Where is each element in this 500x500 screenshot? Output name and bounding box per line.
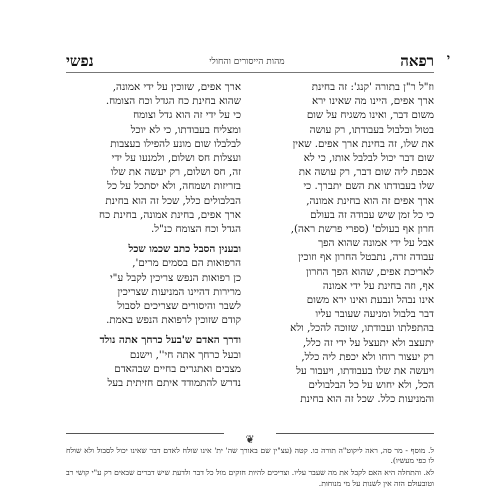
book-title: רפאה xyxy=(400,51,434,70)
text-line: הרפואות הם בסמים מרים', xyxy=(132,257,241,270)
divider-line xyxy=(66,433,224,434)
right-column xyxy=(259,80,434,440)
text-line: ארך אפים, בחינת אמונה, בחינת כח xyxy=(99,208,241,221)
text-line: מצבים ואתגרים בחיים שבהאדם xyxy=(114,362,241,375)
text-line: אינו נבהל ונבעת ואינו ירא משום xyxy=(306,294,434,307)
text-line: משום דבר, ואינו משגיח על שום xyxy=(306,109,434,122)
text-line: כי על ידי זה הוא גדל וצומח xyxy=(133,109,241,122)
footnotes xyxy=(66,446,434,491)
text-line: אבל על ידי אמונה שהוא הפך xyxy=(318,237,434,250)
text-line: לשבר והיסורים שצריכים לסבול xyxy=(117,300,241,313)
text-line: דבר בלבול ומניעה שעובר עליו xyxy=(315,308,434,321)
text-line: אף, וזה בחינת על ידי אמונה xyxy=(322,279,434,292)
left-column xyxy=(66,80,241,440)
text-line: בזריזות ושמחה, ולא יסתכל על כל xyxy=(107,180,241,193)
text-line: נדרש להתמודד איתם חזיתית בעל xyxy=(107,377,241,390)
text-line: את שלו, זה בחינת ארך אפים. שאין xyxy=(292,137,434,150)
parsha-title: נפשי xyxy=(66,51,94,70)
text-line: ודרך האדם ש'בעל כרחך אתה נולד xyxy=(99,334,241,347)
text-line: כן רפואות הנפש צריכין לקבל ע"י xyxy=(109,271,241,284)
text-line: ויעשה את שלו בעבודתו, ויעבור על xyxy=(296,365,434,378)
text-line: אכפת ליה שום דבר, רק עושה את xyxy=(298,166,434,179)
text-line: לבלבלו שום מונע להפילו בעצבות xyxy=(110,137,241,150)
text-line: קודם שזוכין לרפואת הנפש באמת. xyxy=(106,314,241,327)
text-columns xyxy=(66,80,434,440)
text-line: הבלבולים כלל, שכל זה הוא בחינת xyxy=(105,194,241,207)
ornament-icon: ❦ xyxy=(245,433,255,446)
text-line: ובענין הסבל כתב שכמו שכל xyxy=(128,243,241,256)
footnote: לא. והתחלה היא האם לקבל את מה שעבר עליו. וצריכים להיות חזקים מול כל דבר ולדעת שיש דברים שבאים רק ע"י קושי רב וטובעולם הזה אין לשנות על מי מנוחות. xyxy=(66,468,434,488)
text-line: ובעל כרחך אתה חי'', וישנם xyxy=(129,348,241,361)
text-line: הכל, ולא יחוש על כל הבלבולים xyxy=(308,379,434,392)
text-line: עבודה זרה, נתבטל החרון אף וזוכין xyxy=(298,251,434,264)
text-line: בטול ובלבול בעבודתו, רק עושה xyxy=(309,123,434,136)
text-line: וז"ל ר"ן בתורה 'קנג': זה בחינת xyxy=(311,81,434,93)
text-line: והמניעות כלל. שכל זה הוא בחינת xyxy=(300,393,434,406)
text-line: כי כל זמן שיש עבודה זה בעולם xyxy=(310,208,434,221)
text-line: שום דבר יכול לבלבל אותו, כי לא xyxy=(303,152,434,165)
text-line: הגדל וכח הצומח כנ"ל. xyxy=(150,223,241,236)
text-line: שלו בעבודתו את השם יתברך. כי xyxy=(303,180,434,193)
divider-line xyxy=(276,433,434,434)
ornamental-divider xyxy=(66,428,434,446)
footnote: ל. מוסף - מר סה, ראה ליקוט"ה תורה כו. קטה (עצ"ין שם באורך שה' ית' אינו שולח לאדם דבר שאינו יכול לסבול ולא שולח לו כפי מעשיו). xyxy=(66,446,434,466)
chapter-title: מהות הייסורים והחולי xyxy=(209,56,285,67)
page-marker: י xyxy=(446,51,450,65)
text-line: ומצליח בעבודתו, כי לא יוכל xyxy=(130,123,241,136)
text-line: ארך אפים זה הוא בחינת אמונה, xyxy=(306,194,434,207)
text-line: שהוא בחינת כח הגדל וכח הצומח. xyxy=(105,95,241,108)
text-line: מרירות דהיינו המניעות שצריכין xyxy=(117,285,241,298)
text-line: זה, חס ושלום, רק יעשה את שלו xyxy=(110,166,241,179)
text-line: בהתפלתו ועבודתו, שזוכה להכל, ולא xyxy=(290,322,434,335)
text-line: לאריכת אפים, שהוא הפך החרון xyxy=(306,265,434,278)
text-line: ארך אפים, שזוכין על ידי אמונה, xyxy=(112,81,241,93)
page-header xyxy=(66,50,450,73)
text-line: רק יעצור רוחו ולא יכפת ליה כלל, xyxy=(301,350,434,363)
text-line: ארך אפים, היינו מה שאינו ירא xyxy=(311,95,434,108)
text-line: יתעצב ולא יתעצל על ידי זה כלל, xyxy=(302,336,434,349)
text-line: ועצלות חס ושלום, ולמנעו על ידי xyxy=(111,152,241,165)
text-line: חרון אף בעולם' (ספרי פרשת ראה), xyxy=(290,223,434,236)
